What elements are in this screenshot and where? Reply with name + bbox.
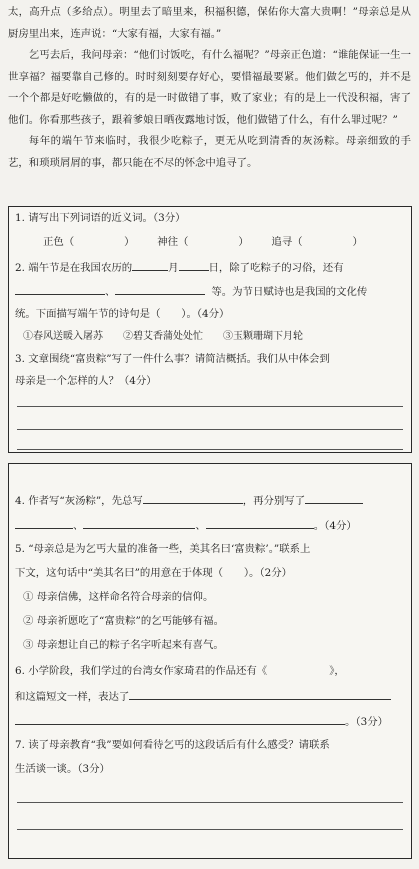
q1-word-1: 正色（ <box>43 236 75 248</box>
q3-line-1: 3. 文章围绕“富贵粽”写了一件什么事？请简洁概括。我们从中体会到 <box>15 353 330 365</box>
q3-answer-line-3[interactable] <box>17 449 403 450</box>
q1-word-3: 追寻（ <box>271 236 303 248</box>
q5-line-2: 下文，这句话中“美其名曰”的用意在于体现（ ）。（2分） <box>15 567 292 579</box>
q2-custom-blank-1[interactable] <box>15 282 105 295</box>
q2-text-b: 月 <box>168 262 179 274</box>
passage-paragraph-2: 乞丐去后，我问母亲：“他们讨饭吃，有什么福呢？”母亲正色道：“谁能保证一生一世享福？福要靠自己修的。时时刻刻要存好心，要惜福最要紧。他们做乞丐的，并不是一个个都是好吃懒做的，有的是一时做错了事，败了家业；有的是上一代没积福，害了他们。你看那些孩子，跟着爹娘日晒夜露地讨饭，他们做错了什么，有什么罪过呢？” <box>8 49 411 126</box>
question-box-1 <box>8 206 412 453</box>
q7-line-2: 生活谈一谈。（3分） <box>15 763 110 775</box>
q2-options <box>23 329 303 345</box>
passage-paragraph-1: 太，高升点（多给点）。明里去了暗里来，积福积德，保佑你大富大贵啊！”母亲总是从厨房里出来，连声说：“大家有福，大家有福。” <box>8 6 411 40</box>
q2-sep: 、 <box>105 286 116 298</box>
q2-line-1 <box>15 258 344 276</box>
q2-line-2 <box>15 282 367 300</box>
q2-day-blank[interactable] <box>179 258 209 271</box>
q2-text-c: 日，除了吃粽子的习俗，还有 <box>208 262 344 274</box>
q7-answer-line-1[interactable] <box>17 802 403 803</box>
q2-month-blank[interactable] <box>132 258 168 271</box>
q6-text-a: 6. 小学阶段，我们学过的台湾女作家琦君的作品还有《 <box>15 665 268 677</box>
q4-line-1 <box>15 491 363 509</box>
q6-line-2 <box>15 687 391 705</box>
q5-option-1[interactable]: ① 母亲信佛，这样命名符合母亲的信仰。 <box>23 591 214 603</box>
q7-answer-line-2[interactable] <box>17 829 403 830</box>
q4-line-2 <box>15 516 357 534</box>
q4-blank-2[interactable] <box>305 491 363 504</box>
q4-sep-2: 、 <box>195 520 206 532</box>
q1-prompt: 1. 请写出下列词语的近义词。（3分） <box>15 212 186 224</box>
q1-close-2: ） <box>238 236 249 248</box>
q5-option-2[interactable]: ② 母亲祈愿吃了“富贵粽”的乞丐能够有福。 <box>23 615 224 627</box>
question-box-2 <box>8 463 412 859</box>
q6-text-c: 和这篇短文一样，表达了 <box>15 691 130 703</box>
q5-option-3[interactable]: ③ 母亲想让自己的粽子名字听起来有喜气。 <box>23 639 224 651</box>
q6-line-1 <box>15 663 345 679</box>
q5-line-1: 5. “母亲总是为乞丐大量的准备一些，美其名曰‘富贵粽’。”联系上 <box>15 543 311 555</box>
q7-line-1: 7. 读了母亲教育“我”要如何看待乞丐的这段话后有什么感受？请联系 <box>15 739 330 751</box>
q2-text-d: 等。为节日赋诗也是我国的文化传 <box>211 286 368 298</box>
q6-blank-1[interactable] <box>129 687 391 700</box>
q3-answer-line-1[interactable] <box>17 406 403 407</box>
q3-line-2: 母亲是一个怎样的人？（4分） <box>15 375 157 387</box>
q6-blank-2[interactable] <box>15 712 345 725</box>
q4-text-a: 4. 作者写“灰汤粽”，先总写 <box>15 495 143 507</box>
passage-paragraph-3: 每年的端午节来临时，我很少吃粽子，更无从吃到清香的灰汤粽。母亲细致的手艺，和琐琐屑屑的事，都只能在不尽的怀念中追寻了。 <box>8 135 411 169</box>
q4-blank-3[interactable] <box>15 516 73 529</box>
q1-words <box>43 234 363 250</box>
q6-score: 。（3分） <box>345 716 388 728</box>
q2-text-a: 2. 端午节是在我国农历的 <box>15 262 133 274</box>
q3-answer-line-2[interactable] <box>17 429 403 430</box>
q2-custom-blank-2[interactable] <box>115 282 205 295</box>
q1-close-1: ） <box>124 236 135 248</box>
q6-text-b: 》， <box>329 665 345 677</box>
q2-line-3: 统。下面描写端午节的诗句是（ ）。（4分） <box>15 308 230 320</box>
q1-close-3: ） <box>352 236 363 248</box>
q4-blank-4[interactable] <box>83 516 195 529</box>
passage <box>8 2 411 174</box>
q2-option-3[interactable]: ③玉颗珊瑚下月轮 <box>223 331 303 342</box>
q4-blank-1[interactable] <box>143 491 243 504</box>
q2-option-1[interactable]: ①春风送暖入屠苏 <box>23 331 103 342</box>
q2-option-2[interactable]: ②碧艾香蒲处处忙 <box>123 331 203 342</box>
q4-score: 。（4分） <box>313 520 357 532</box>
q4-sep-1: 、 <box>73 520 84 532</box>
q4-blank-5[interactable] <box>206 516 314 529</box>
q4-text-b: ，再分别写了 <box>242 495 306 507</box>
q6-line-3 <box>15 712 388 730</box>
q1-word-2: 神往（ <box>157 236 189 248</box>
